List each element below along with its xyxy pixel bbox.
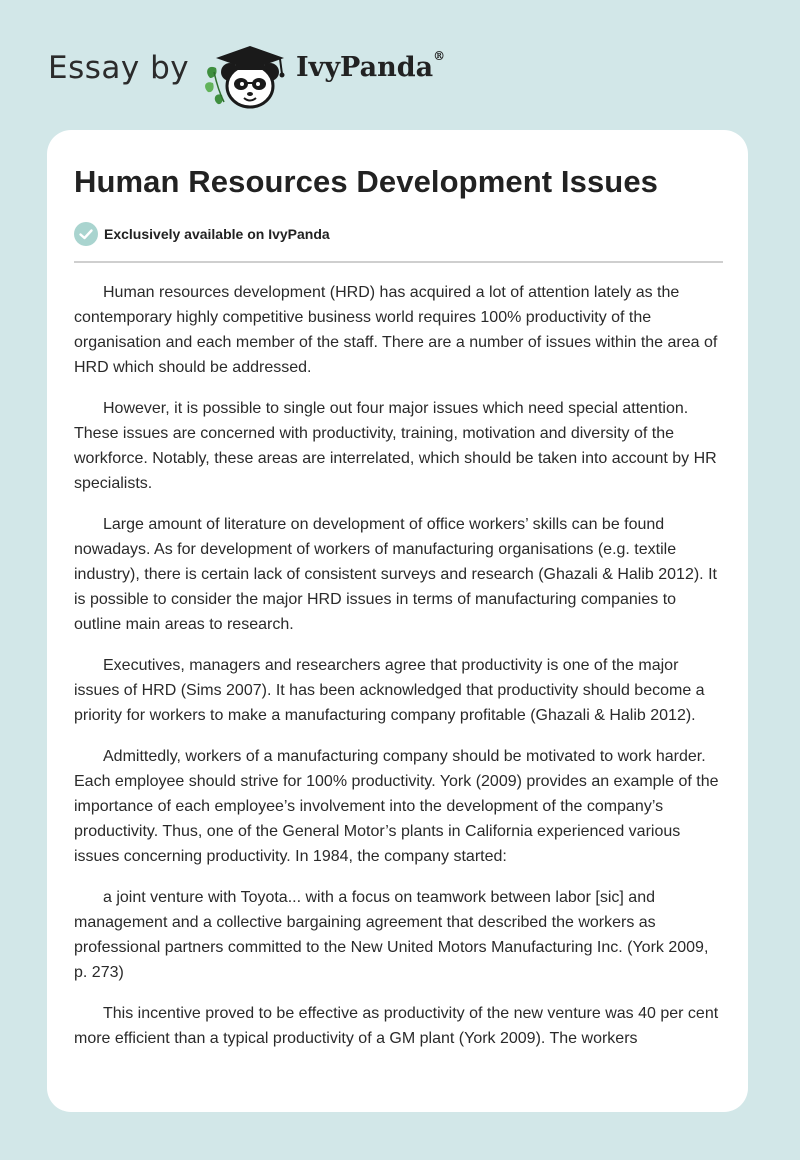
paragraph: This incentive proved to be effective as productivity of the new venture was 40 per cent more efficient than a typical productivity of a GM plant (York 2009). The workers — [74, 1005, 719, 1047]
divider — [74, 261, 723, 263]
essay-card — [47, 130, 748, 1112]
exclusive-badge — [74, 222, 330, 246]
paragraph: However, it is possible to single out four major issues which need special attention. These issues are concerned with productivity, training, motivation and diversity of the workforce. Notably, these areas are interrelated, which should be taken into account by HR specialists. — [74, 400, 717, 492]
essay-body — [74, 280, 724, 1067]
exclusive-label: Exclusively available on IvyPanda — [104, 226, 330, 242]
brand-text: IvyPanda — [296, 52, 434, 83]
paragraph: Human resources development (HRD) has acquired a lot of attention lately as the contemporary highly competitive business world requires 100% productivity of the organisation and each member of the staff. There are a number of issues within the area of HRD which should be addressed. — [74, 284, 718, 376]
site-header — [0, 0, 800, 120]
paragraph: Executives, managers and researchers agree that productivity is one of the major issues of HRD (Sims 2007). It has been acknowledged that productivity should become a priority for workers to make a manufacturing company profitable (Ghazali & Halib 2012). — [74, 657, 705, 724]
brand-name[interactable] — [296, 49, 446, 83]
check-circle-icon — [74, 222, 98, 246]
essay-by-label: Essay by — [48, 50, 190, 86]
paragraph: Admittedly, workers of a manufacturing company should be motivated to work harder. Each employee should strive for 100% productivity. York (2009) provides an example of the importance of each employee’s involvement into the development of the company’s productivity. Thus, one of the General Motor’s plants in California experienced various issues concerning productivity. In 1984, the company started: — [74, 748, 719, 865]
panda-logo-icon[interactable] — [200, 32, 300, 112]
page-title: Human Resources Development Issues — [74, 164, 658, 199]
paragraph: Large amount of literature on development of office workers’ skills can be found nowadays. As for development of workers of manufacturing organisations (e.g. textile industry), there is certain lack of consistent surveys and research (Ghazali & Halib 2012). It is possible to consider the major HRD issues in terms of manufacturing companies to outline main areas to research. — [74, 516, 717, 633]
registered-mark: ® — [433, 49, 446, 63]
block-quote: a joint venture with Toyota... with a focus on teamwork between labor [sic] and management and a collective bargaining agreement that described the workers as professional partners committed to the New United Motors Manufacturing Inc. (York 2009, p. 273) — [74, 889, 709, 981]
